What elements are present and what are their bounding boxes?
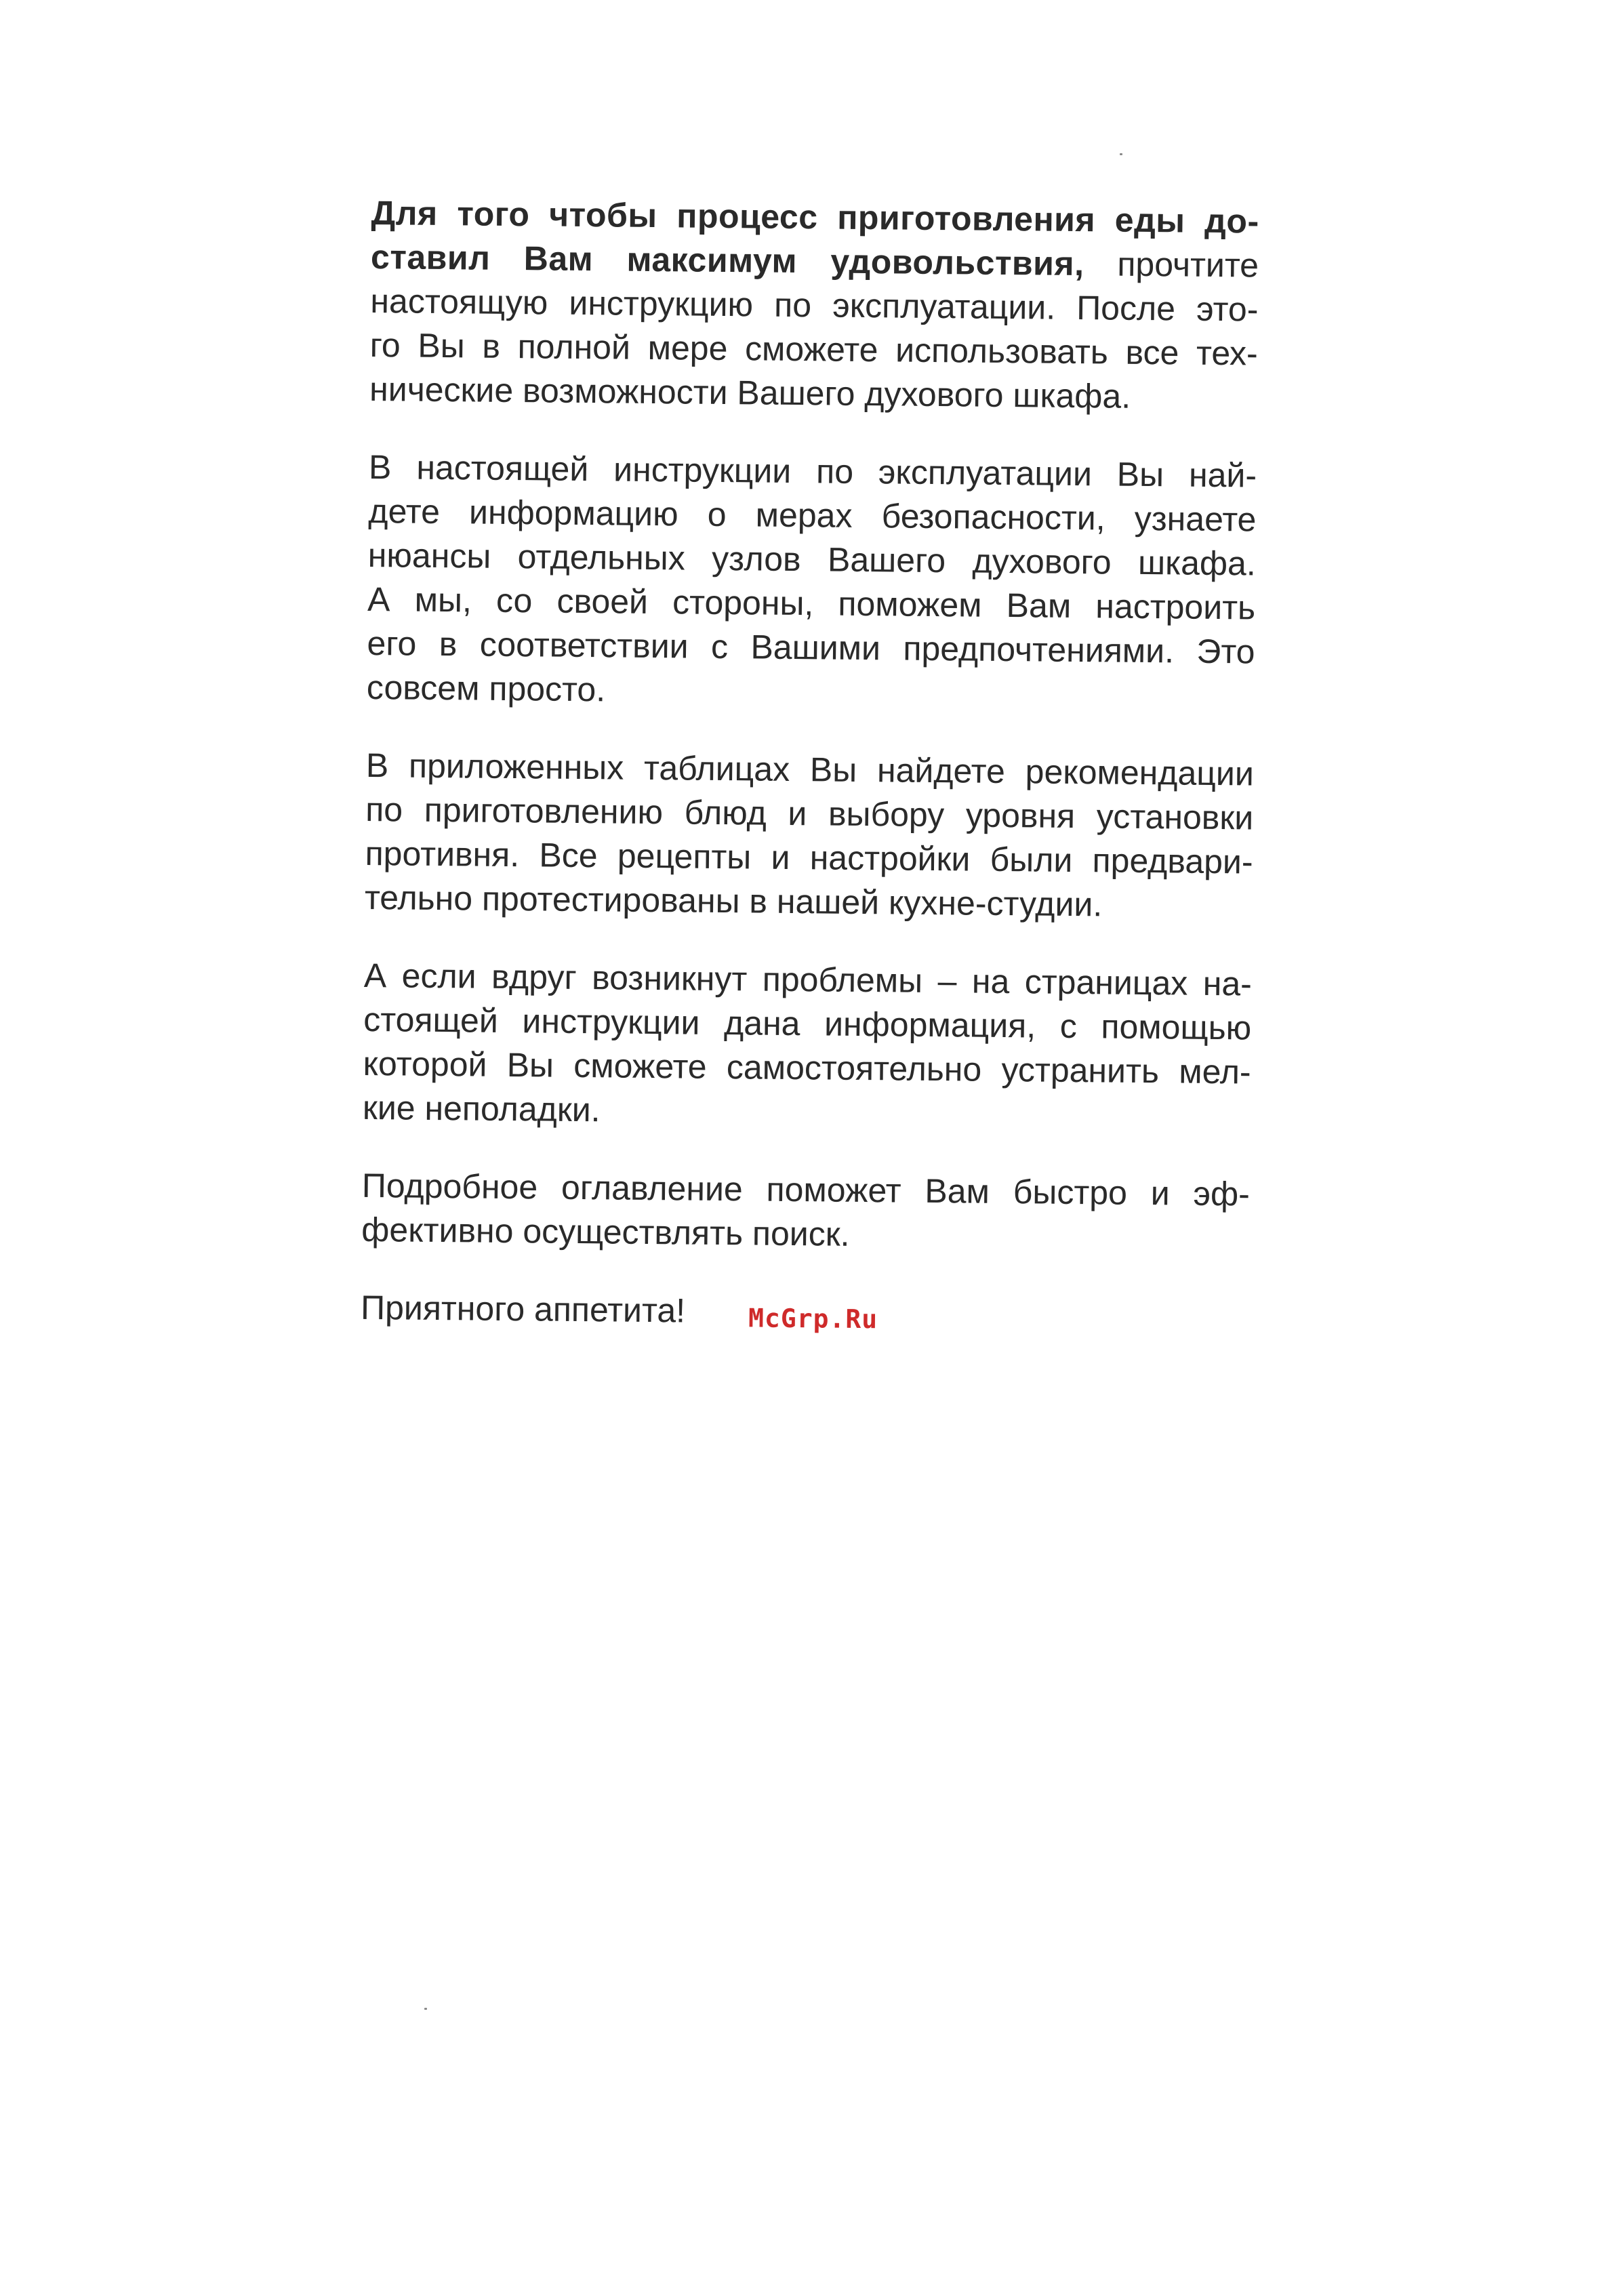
closing-text: Приятного аппетита!	[360, 1288, 686, 1330]
text-run: нюансы отдельных узлов Вашего духового шкафа.	[367, 536, 1257, 583]
text-run: противня. Все рецепты и настройки были предвари-	[365, 834, 1253, 881]
text-run: го Вы в полной мере сможете использовать все тех-	[369, 325, 1259, 373]
scan-speck	[424, 2008, 427, 2010]
paragraph-list	[361, 191, 1259, 1261]
text-run: Подробное оглавление поможет Вам быстро и эф-	[361, 1166, 1251, 1213]
closing-row	[361, 1286, 1249, 1339]
paragraph	[365, 744, 1254, 929]
text-run: стоящей инструкции дана информация, с помощью	[363, 1000, 1252, 1047]
scan-speck	[1120, 153, 1122, 155]
watermark-logo: McGrp.Ru	[748, 1303, 878, 1335]
text-run: тельно протестированы в нашей кухне-студии.	[364, 878, 1103, 924]
text-run: по приготовлению блюд и выбору уровня установки	[365, 790, 1254, 837]
bold-text: ставил Вам максимум удовольствия,	[370, 237, 1084, 283]
text-run: кие неполадки.	[362, 1088, 601, 1129]
text-line	[365, 876, 1253, 929]
paragraph	[363, 954, 1252, 1139]
instruction-text	[361, 191, 1259, 1338]
paragraph	[367, 445, 1257, 719]
text-run: А мы, со своей стороны, поможем Вам настроить	[367, 580, 1256, 627]
text-run: его в соответствии с Вашими предпочтениями. Это	[367, 624, 1255, 671]
text-run: А если вдруг возникнут проблемы – на страницах на-	[363, 956, 1253, 1003]
text-run: В настоящей инструкции по эксплуатации Вы най-	[368, 447, 1257, 495]
text-line	[367, 666, 1255, 719]
paragraph	[361, 1164, 1250, 1261]
text-line	[361, 1208, 1250, 1261]
text-run: нические возможности Вашего духового шкафа.	[369, 369, 1131, 416]
text-run: фективно осуществлять поиск.	[361, 1210, 850, 1253]
paragraph	[369, 191, 1259, 420]
text-run: которой Вы сможете самостоятельно устранить мел-	[363, 1044, 1251, 1091]
text-run: В приложенных таблицах Вы найдете рекомендации	[365, 746, 1255, 793]
text-run: совсем просто.	[366, 668, 606, 709]
text-line	[369, 367, 1258, 420]
bold-text: Для того чтобы процесс приготовления еды до-	[371, 193, 1259, 241]
text-run: прочтите	[1084, 245, 1259, 285]
text-run: настоящую инструкцию по эксплуатации. После это-	[370, 281, 1259, 329]
text-line	[363, 1086, 1251, 1139]
text-run: дете информацию о мерах безопасности, узнаете	[368, 491, 1257, 539]
